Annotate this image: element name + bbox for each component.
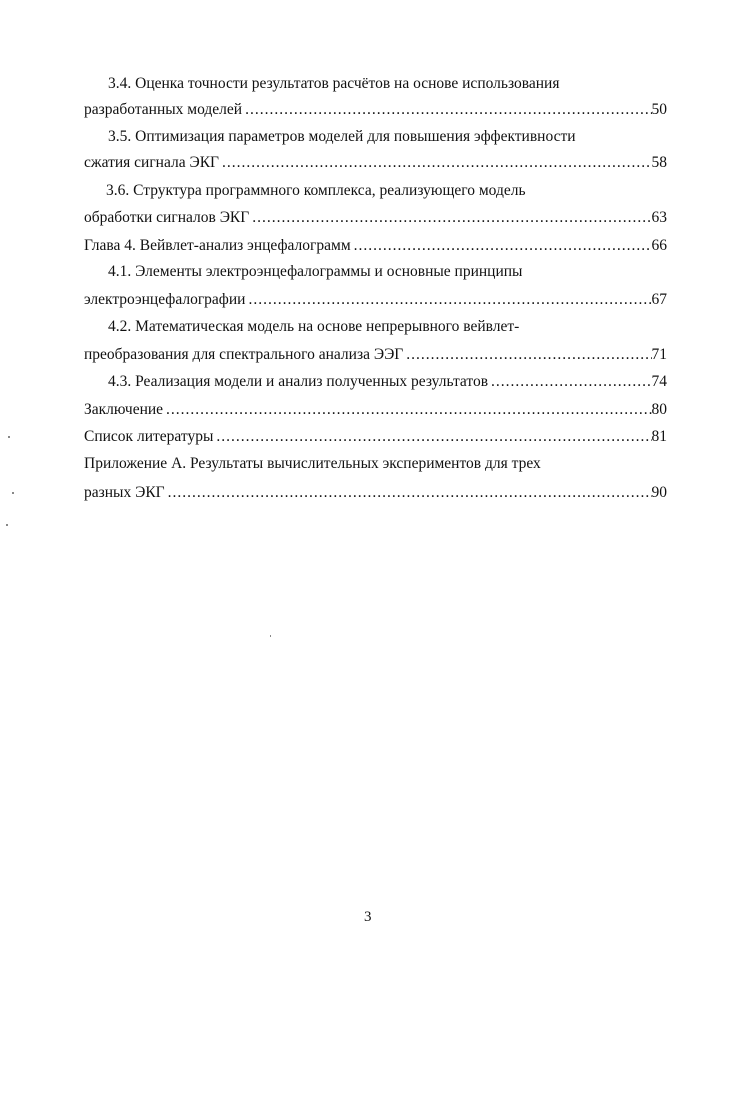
toc-entry-3-5 [84,153,667,173]
toc-page: 90 [651,484,667,501]
toc-page: 81 [651,428,667,445]
toc-text: электроэнцефалографии [84,291,246,308]
toc-entry-appendix-a-title: Приложение А. Результаты вычислительных экспериментов для трех [84,455,541,472]
toc-entry-chapter-4 [84,236,667,256]
toc-entry-3-4-title: 3.4. Оценка точности результатов расчётов на основе использования [108,75,560,92]
toc-text: сжатия сигнала ЭКГ [84,154,220,171]
dot-leader [222,153,651,173]
toc-text: разных ЭКГ [84,484,165,501]
scan-speck [270,635,271,637]
toc-entry-3-4 [84,100,667,120]
toc-page: 80 [651,401,667,418]
toc-entry-4-2 [84,345,667,365]
dot-leader [252,208,651,228]
toc-text: разработанных моделей [84,101,243,118]
toc-page: 66 [651,237,667,254]
toc-entry-4-1 [84,290,667,310]
toc-entry-appendix-a [84,483,667,503]
toc-page: 71 [651,346,667,363]
toc-text: преобразования для спектрального анализа ЭЭГ [84,346,404,363]
scan-speck [12,492,14,494]
toc-entry-3-5-title: 3.5. Оптимизация параметров моделей для повышения эффективности [108,128,576,145]
toc-page: 58 [651,154,667,171]
toc-entry-4-3 [84,372,667,392]
toc-text: Глава 4. Вейвлет-анализ энцефалограмм [84,237,351,254]
toc-text: обработки сигналов ЭКГ [84,209,250,226]
dot-leader [354,236,652,256]
toc-page: 74 [651,373,667,390]
toc-entry-conclusion [84,400,667,420]
toc-entry-3-6 [84,208,667,228]
dot-leader [166,400,651,420]
page-number: 3 [364,909,372,925]
toc-page: 63 [651,209,667,226]
scan-speck [6,524,8,526]
toc-entry-4-1-title: 4.1. Элементы электроэнцефалограммы и основные принципы [108,263,523,280]
toc-page: 67 [651,291,667,308]
toc-entry-4-2-title: 4.2. Математическая модель на основе непрерывного вейвлет- [108,318,520,335]
toc-text: Заключение [84,401,164,418]
toc-entry-3-6-title: 3.6. Структура программного комплекса, реализующего модель [106,182,526,199]
toc-entry-references [84,427,667,447]
dot-leader [406,345,651,365]
dot-leader [491,372,651,392]
dot-leader [168,483,652,503]
dot-leader [216,427,651,447]
toc-page: 50 [651,101,667,118]
dot-leader [248,290,651,310]
dot-leader [245,100,651,120]
scan-speck [8,436,10,438]
toc-text: 4.3. Реализация модели и анализ полученных результатов [108,373,489,390]
toc-text: Список литературы [84,428,214,445]
